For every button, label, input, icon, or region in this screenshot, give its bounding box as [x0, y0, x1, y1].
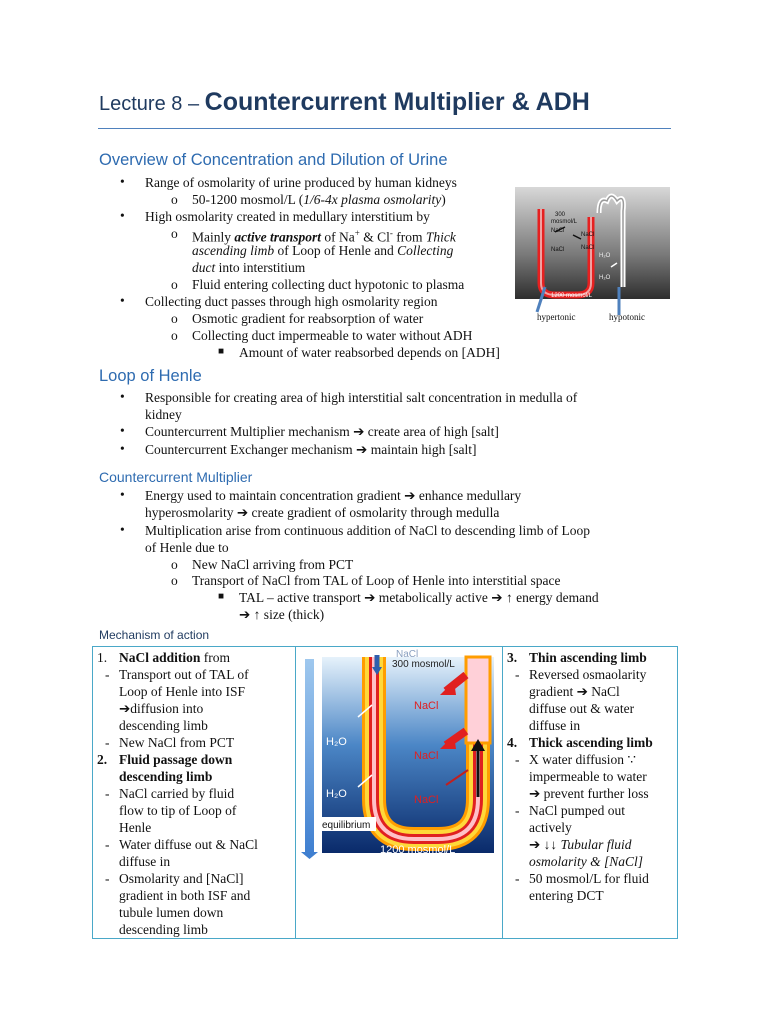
multiplier-subsub: TAL – active transport ➔ metabolically active ➔ ↑ energy demand — [239, 590, 599, 605]
overview-bullet-2: High osmolarity created in medullary interstitium by — [145, 209, 430, 224]
nephron-diagram — [515, 187, 670, 332]
bullet-dot: • — [120, 389, 125, 404]
depth-arrow-head — [301, 852, 318, 859]
loop-bullet-1: Responsible for creating area of high interstitial salt concentration in medulla of — [145, 390, 578, 405]
sub-marker: o — [171, 311, 178, 326]
multiplier-bullet-1-cont: hyperosmolarity ➔ create gradient of osmolarity through medulla — [145, 505, 500, 520]
title-divider — [98, 128, 671, 129]
loop-bullet-2: Countercurrent Multiplier mechanism ➔ create area of high [salt] — [145, 424, 499, 439]
bullet-dot: • — [120, 487, 125, 502]
mechanism-col-steps-3-4 — [503, 647, 678, 939]
overview-sub-3a: Osmotic gradient for reabsorption of water — [192, 311, 424, 326]
fig-label-300: 300 — [555, 212, 566, 218]
mechanism-table — [92, 646, 678, 939]
sub-marker: o — [171, 573, 178, 588]
tal-segment — [466, 657, 490, 743]
overview-subsub-3b: Amount of water reabsorbed depends on [ADH] — [239, 345, 500, 360]
multiplier-heading: Countercurrent Multiplier — [99, 469, 253, 485]
fig-h2o-1: H₂O — [599, 253, 611, 259]
overview-heading: Overview of Concentration and Dilution of Urine — [99, 151, 448, 169]
step-2-point-b: - Water diffuse out & NaCl diffuse in — [105, 837, 258, 869]
mechanism-col-figure — [296, 647, 503, 939]
mechanism-heading: Mechanism of action — [99, 628, 210, 642]
multiplier-subsub-cont: ➔ ↑ size (thick) — [239, 607, 325, 622]
multiplier-bullet-2-cont: of Henle due to — [145, 540, 229, 555]
step-1-point-a: - Transport out of TAL of Loop of Henle into ISF ➔diffusion into descending limb — [105, 667, 249, 733]
overview-bullet-1: Range of osmolarity of urine produced by human kidneys — [145, 175, 457, 190]
sub-marker: o — [171, 328, 178, 343]
multiplier-sub-2: Transport of NaCl from TAL of Loop of Henle into interstitial space — [192, 573, 561, 588]
fig-nacl-top: NaCl — [396, 649, 419, 660]
loop-heading: Loop of Henle — [99, 367, 202, 385]
step-3: 3. Thin ascending limb — [507, 650, 647, 665]
overview-sub-3b: Collecting duct impermeable to water without ADH — [192, 328, 473, 343]
fig-nacl-3: NaCl — [551, 247, 565, 253]
fig-nacl-3: NaCl — [414, 794, 439, 806]
title-main: Countercurrent Multiplier & ADH — [204, 88, 590, 116]
fig-1200-mosmol: 1200 mosmol/L — [380, 844, 456, 856]
bullet-dot: • — [120, 522, 125, 537]
fig-hypotonic: hypotonic — [609, 312, 645, 322]
multiplier-bullet-2: Multiplication arise from continuous addition of NaCl to descending limb of Loop — [145, 523, 591, 538]
step-1: 1. NaCl addition from — [97, 650, 231, 665]
bullet-dot: • — [120, 423, 125, 438]
step-3-point-a: - Reversed osmaolarity gradient ➔ NaCl diffuse out & water diffuse in — [515, 667, 647, 733]
fig-h2o-2: H₂O — [326, 788, 347, 800]
fig-h2o-2: H₂O — [599, 275, 611, 281]
subsub-marker: ■ — [218, 591, 225, 602]
sub-marker: o — [171, 277, 178, 292]
loop-bullet-3: Countercurrent Exchanger mechanism ➔ maintain high [salt] — [145, 442, 477, 457]
overview-sub-2a-line2: ascending limb of Loop of Henle and Collecting — [192, 243, 454, 258]
fig-nacl-4: NaCl — [581, 245, 595, 251]
fig-nacl-2: NaCl — [581, 232, 595, 238]
mechanism-col-steps-1-2 — [93, 647, 296, 939]
sub-marker: o — [171, 557, 178, 572]
page-title — [99, 88, 590, 117]
multiplier-bullet-1: Energy used to maintain concentration gradient ➔ enhance medullary — [145, 488, 522, 503]
bullet-dot: • — [120, 441, 125, 456]
overview-sub-2a-line3: duct into interstitium — [192, 260, 306, 275]
countercurrent-diagram — [296, 647, 502, 859]
step-2-point-c: - Osmolarity and [NaCl] gradient in both ISF and tubule lumen down descending limb — [105, 871, 251, 937]
fig-label-mosmol: mosmol/L — [551, 219, 578, 225]
step-4-point-c: - 50 mosmol/L for fluid entering DCT — [515, 871, 649, 903]
bullet-dot: • — [120, 208, 125, 223]
bullet-dot: • — [120, 293, 125, 308]
step-1-point-b: - New NaCl from PCT — [105, 735, 235, 750]
sub-marker: o — [171, 192, 178, 207]
step-4: 4. Thick ascending limb — [507, 735, 653, 750]
step-2: 2. Fluid passage down descending limb — [97, 752, 233, 784]
overview-sub-1: 50-1200 mosmol/L (1/6-4x plasma osmolarity) — [192, 192, 446, 207]
sub-marker: o — [171, 226, 178, 241]
kidney-nephron-figure — [515, 187, 670, 332]
bullet-dot: • — [120, 174, 125, 189]
fig-equilibrium: equilibrium — [322, 820, 371, 831]
step-4-point-a: - X water diffusion ∵ impermeable to water ➔ prevent further loss — [515, 752, 649, 801]
fig-label-1200: 1200 mosmol/L — [551, 293, 593, 299]
fig-h2o-1: H₂O — [326, 736, 347, 748]
fig-300-mosmol: 300 mosmol/L — [392, 659, 455, 670]
overview-sub-2a: Mainly active transport of Na+ & Cl- from Thick — [192, 228, 456, 245]
step-2-point-a: - NaCl carried by fluid flow to tip of Loop of Henle — [105, 786, 237, 835]
overview-sub-2b: Fluid entering collecting duct hypotonic to plasma — [192, 277, 465, 292]
fig-nacl-1: NaCl — [551, 228, 565, 234]
depth-gradient-bar — [305, 659, 314, 855]
fig-nacl-2: NaCl — [414, 750, 439, 762]
subsub-marker: ■ — [218, 346, 225, 357]
loop-bullet-1-cont: kidney — [145, 407, 182, 422]
fig-hypertonic: hypertonic — [537, 312, 576, 322]
fig-nacl-1: NaCl — [414, 700, 439, 712]
overview-bullet-3: Collecting duct passes through high osmolarity region — [145, 294, 438, 309]
multiplier-sub-1: New NaCl arriving from PCT — [192, 557, 354, 572]
step-4-point-b: - NaCl pumped out actively ➔ ↓↓ Tubular fluid osmolarity & [NaCl] — [515, 803, 644, 869]
title-prefix: Lecture 8 – — [99, 93, 200, 115]
